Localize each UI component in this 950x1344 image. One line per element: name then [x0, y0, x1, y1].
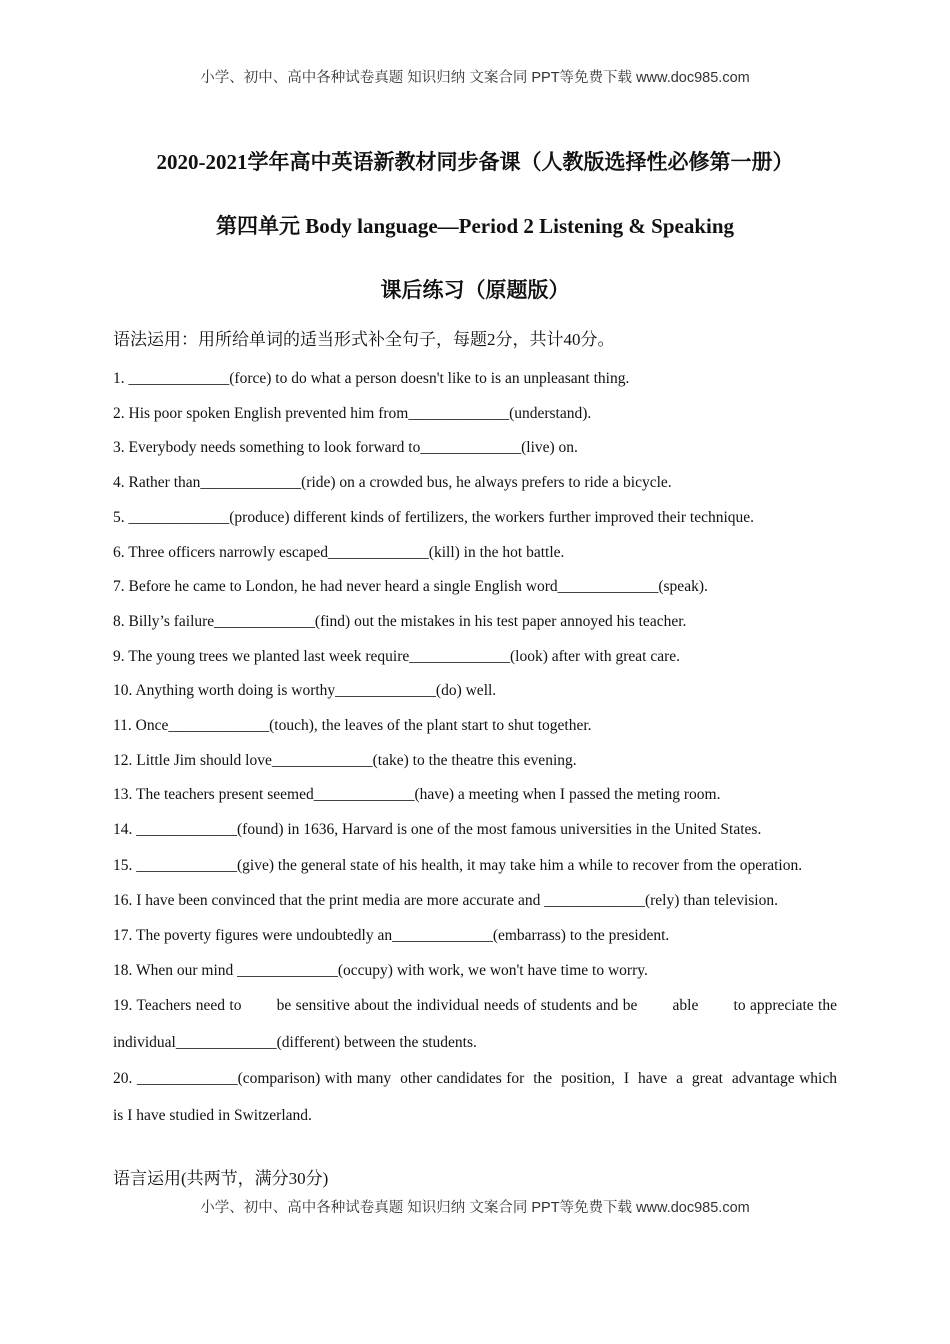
- section-heading: 语言运用(共两节，满分30分): [113, 1169, 329, 1188]
- question-item: 2. His poor spoken English prevented him from_____________(understand).: [113, 404, 592, 422]
- question-item: 13. The teachers present seemed_____________(have) a meeting when I passed the meting room.: [113, 786, 721, 804]
- header-watermark: 小学、初中、高中各种试卷真题 知识归纳 文案合同 PPT等免费下载 www.doc985.com: [200, 70, 750, 86]
- question-item: 10. Anything worth doing is worthy_____________(do) well.: [113, 682, 497, 700]
- question-item: 1. _____________(force) to do what a person doesn't like to is an unpleasant thing.: [113, 370, 630, 387]
- document-title: 2020-2021学年高中英语新教材同步备课（人教版选择性必修第一册）: [156, 150, 794, 174]
- question-item: 11. Once_____________(touch), the leaves of the plant start to shut together.: [113, 717, 592, 735]
- question-item: 18. When our mind _____________(occupy) with work, we won't have time to worry.: [113, 961, 648, 979]
- footer-watermark: 小学、初中、高中各种试卷真题 知识归纳 文案合同 PPT等免费下载 www.doc985.com: [200, 1200, 750, 1216]
- question-item: 8. Billy’s failure_____________(find) out the mistakes in his test paper annoyed his teacher.: [113, 612, 687, 630]
- question-item: 3. Everybody needs something to look forward to_____________(live) on.: [113, 439, 578, 457]
- question-item: 19. Teachers need to be sensitive about the individual needs of students and be able to appreciate the individual_____________(different) between the students.: [113, 997, 841, 1051]
- question-item: 12. Little Jim should love_____________(take) to the theatre this evening.: [113, 751, 577, 769]
- document-subtitle-edition: 课后练习（原题版）: [380, 278, 570, 302]
- question-item: 9. The young trees we planted last week require_____________(look) after with great care.: [113, 647, 680, 665]
- question-item: 5. _____________(produce) different kinds of fertilizers, the workers further improved their technique.: [113, 508, 755, 526]
- question-item: 7. Before he came to London, he had never heard a single English word_____________(speak).: [113, 578, 708, 596]
- question-item: 15. _____________(give) the general state of his health, it may take him a while to recover from the operation.: [113, 856, 803, 874]
- question-item: 4. Rather than_____________(ride) on a crowded bus, he always prefers to ride a bicycle.: [113, 474, 672, 492]
- question-list: [113, 362, 841, 1134]
- question-item: 20. _____________(comparison) with many other candidates for the position, I have a great advantage which is I have studied in Switzerland.: [113, 1070, 841, 1124]
- instructions: 语法运用：用所给单词的适当形式补全句子，每题2分，共计40分。: [113, 330, 615, 349]
- question-item: 16. I have been convinced that the print media are more accurate and _____________(rely) than television.: [113, 892, 778, 910]
- question-item: 17. The poverty figures were undoubtedly an_____________(embarrass) to the president.: [113, 927, 670, 945]
- question-item: 14. _____________(found) in 1636, Harvard is one of the most famous universities in the United States.: [113, 821, 762, 839]
- document-subtitle: 第四单元 Body language—Period 2 Listening & Speaking: [215, 214, 735, 238]
- question-item: 6. Three officers narrowly escaped_____________(kill) in the hot battle.: [113, 543, 565, 561]
